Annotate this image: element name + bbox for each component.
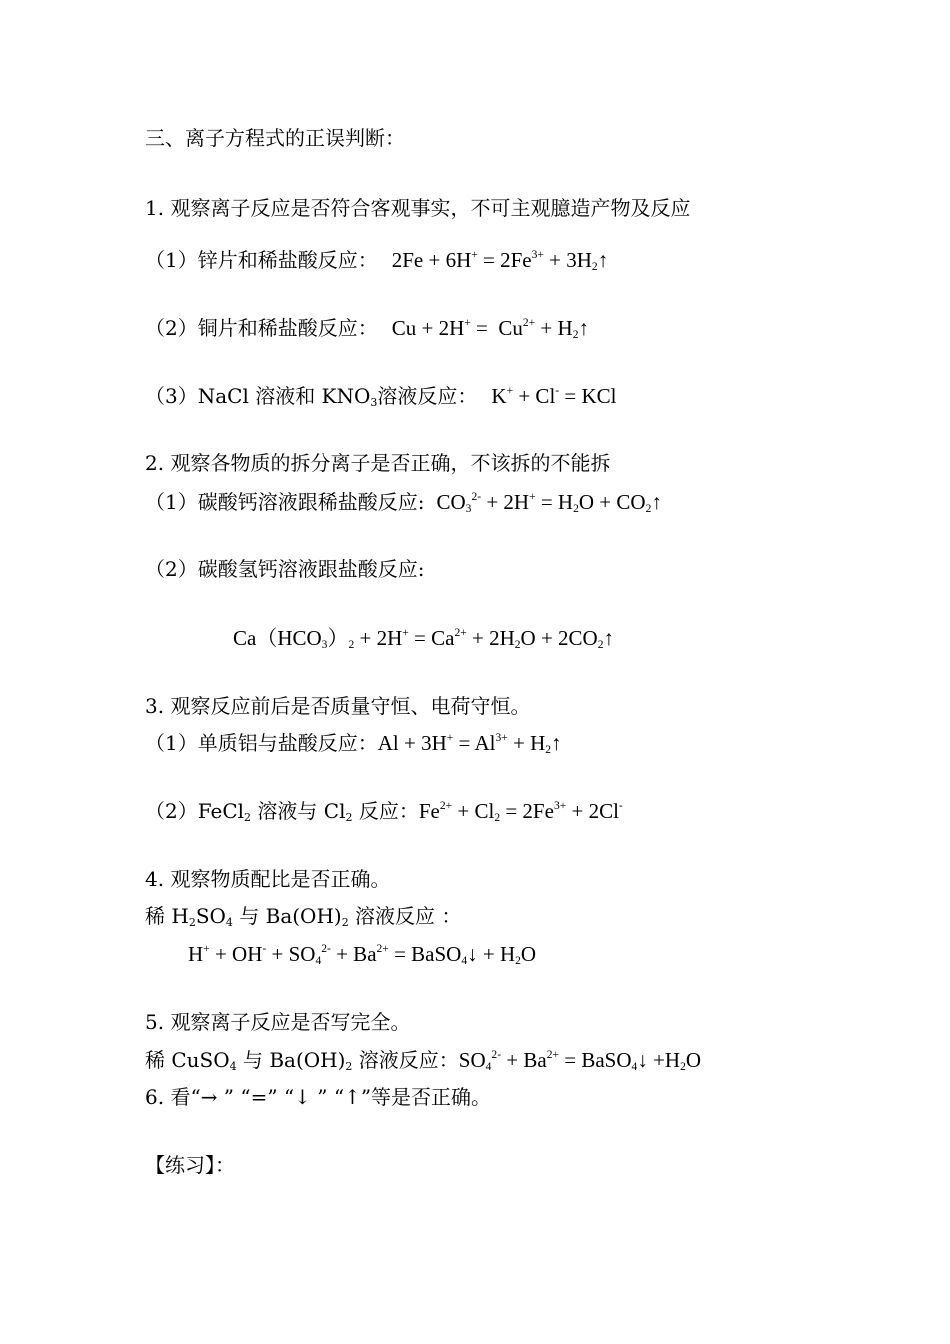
item-5-example-1 [145,1048,701,1072]
item-1-example-3 [145,384,617,408]
equation: $SO_4^{2-} + Ba^{2+}$ = BaSO$_4$↓ $+H_2O$ [458,1048,702,1073]
item-4-example-1-equation: $H^+ + OH^- + SO_4^{2-} + Ba^{2+}$ = BaSO$_4$↓ + $H_2O$ [188,942,537,967]
example-label: 稀 CuSO$_4$ 与 $Ba(OH)_2$ 溶液反应： [145,1048,459,1073]
equation: $Cu + 2H^+ = Cu^{2+}$ + $H_2↑$ [391,316,589,341]
example-label: （1）单质铝与盐酸反应： [145,731,378,755]
equation: K+ + Cl- = KCl [491,384,617,408]
item-2-example-2: （2）碳酸氢钙溶液跟盐酸反应: [145,557,425,581]
item-2-example-1 [145,490,662,514]
example-label: （2）FeCl$_2$ 溶液与 $Cl_2$ 反应： [145,799,419,824]
example-label: （1）碳酸钙溶液跟稀盐酸反应: [145,490,425,514]
item-3-heading: 3. 观察反应前后是否质量守恒、电荷守恒。 [145,694,531,718]
item-1-example-2 [145,316,589,340]
equation: $Fe^{2+} + Cl_2 = 2Fe^{3+} + 2Cl^-$ [418,799,623,824]
item-4-heading: 4. 观察物质配比是否正确。 [145,867,391,891]
item-5-heading: 5. 观察离子反应是否写完全。 [145,1010,411,1034]
item-1-example-1 [145,248,608,272]
section-title: 三、离子方程式的正误判断： [145,126,405,150]
item-1-heading: 1. 观察离子反应是否符合客观事实，不可主观臆造产物及反应 [145,196,691,220]
item-2-heading: 2. 观察各物质的拆分离子是否正确，不该拆的不能拆 [145,451,611,475]
equation: $Al + 3H^+ = Al^{3+}$ + $H_2↑$ [377,731,562,756]
practice-heading: 【练习】： [145,1153,235,1177]
example-label: （2）铜片和稀盐酸反应： [145,316,378,340]
example-label: （1）锌片和稀盐酸反应： [145,248,378,272]
item-6-heading: 6. 看“→ ” “=” “↓ ” “↑”等是否正确。 [145,1085,492,1109]
item-4-example-1-label: 稀 $H_2SO_4$ 与 $Ba(OH)_2$ 溶液反应 ： [145,904,462,929]
equation: $2Fe + 6H^+ = 2Fe^{3+}$ + $3H_2↑$ [391,248,609,273]
item-2-example-2-equation: $Ca(HCO_3)_2 + 2H^+ = Ca^{2+} + 2H_2O$ + $2CO_2↑$ [233,626,614,651]
item-3-example-2 [145,799,623,823]
equation: $CO_3^{2-} + 2H^+ = H_2O$ + $CO_2↑$ [436,490,662,515]
item-3-example-1 [145,731,562,755]
example-label: （3）NaCl 溶液和 $KNO_3$溶液反应： [145,384,478,409]
